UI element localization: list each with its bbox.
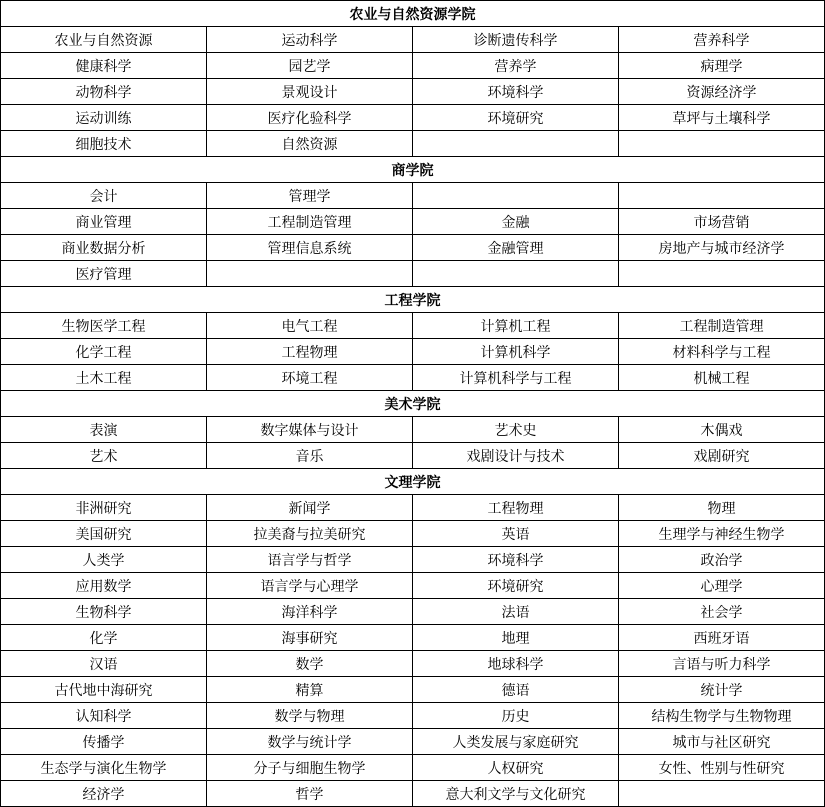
major-cell: 数学与统计学 [207, 729, 413, 755]
major-cell: 计算机科学与工程 [413, 365, 619, 391]
major-cell: 木偶戏 [619, 417, 825, 443]
major-cell: 土木工程 [1, 365, 207, 391]
major-cell: 新闻学 [207, 495, 413, 521]
major-cell: 城市与社区研究 [619, 729, 825, 755]
major-cell: 法语 [413, 599, 619, 625]
major-cell: 病理学 [619, 53, 825, 79]
major-cell: 数字媒体与设计 [207, 417, 413, 443]
major-cell: 艺术 [1, 443, 207, 469]
major-row [1, 573, 825, 599]
major-cell: 环境工程 [207, 365, 413, 391]
major-cell: 音乐 [207, 443, 413, 469]
major-cell: 人权研究 [413, 755, 619, 781]
major-cell: 计算机工程 [413, 313, 619, 339]
major-cell: 细胞技术 [1, 131, 207, 157]
major-cell: 电气工程 [207, 313, 413, 339]
major-cell: 动物科学 [1, 79, 207, 105]
major-cell: 精算 [207, 677, 413, 703]
major-row [1, 183, 825, 209]
major-cell [413, 261, 619, 287]
major-cell: 诊断遗传科学 [413, 27, 619, 53]
major-cell [619, 781, 825, 807]
major-cell: 戏剧设计与技术 [413, 443, 619, 469]
major-cell: 地球科学 [413, 651, 619, 677]
major-cell: 戏剧研究 [619, 443, 825, 469]
major-cell: 应用数学 [1, 573, 207, 599]
college-header-row [1, 1, 825, 27]
major-cell: 工程制造管理 [207, 209, 413, 235]
major-cell: 认知科学 [1, 703, 207, 729]
major-cell [413, 131, 619, 157]
major-cell: 分子与细胞生物学 [207, 755, 413, 781]
major-cell: 言语与听力科学 [619, 651, 825, 677]
major-row [1, 27, 825, 53]
major-cell: 自然资源 [207, 131, 413, 157]
college-header-row [1, 157, 825, 183]
major-cell: 物理 [619, 495, 825, 521]
major-row [1, 79, 825, 105]
major-cell: 农业与自然资源 [1, 27, 207, 53]
major-cell: 人类学 [1, 547, 207, 573]
major-cell: 工程制造管理 [619, 313, 825, 339]
major-cell: 语言学与心理学 [207, 573, 413, 599]
major-cell: 环境科学 [413, 79, 619, 105]
major-row [1, 755, 825, 781]
major-row [1, 495, 825, 521]
college-title: 文理学院 [1, 469, 825, 495]
major-cell: 经济学 [1, 781, 207, 807]
major-cell: 房地产与城市经济学 [619, 235, 825, 261]
major-cell: 数学 [207, 651, 413, 677]
major-cell: 环境科学 [413, 547, 619, 573]
major-cell [619, 183, 825, 209]
major-cell: 医疗管理 [1, 261, 207, 287]
major-cell: 管理信息系统 [207, 235, 413, 261]
major-cell: 社会学 [619, 599, 825, 625]
major-cell: 地理 [413, 625, 619, 651]
major-row [1, 417, 825, 443]
major-cell: 汉语 [1, 651, 207, 677]
major-row [1, 261, 825, 287]
major-cell [619, 261, 825, 287]
major-cell: 工程物理 [207, 339, 413, 365]
major-cell: 金融管理 [413, 235, 619, 261]
major-cell: 人类发展与家庭研究 [413, 729, 619, 755]
major-cell: 市场营销 [619, 209, 825, 235]
major-cell: 政治学 [619, 547, 825, 573]
major-row [1, 781, 825, 807]
major-row [1, 209, 825, 235]
major-cell: 数学与物理 [207, 703, 413, 729]
major-cell: 非洲研究 [1, 495, 207, 521]
major-cell: 草坪与土壤科学 [619, 105, 825, 131]
major-cell: 管理学 [207, 183, 413, 209]
major-cell: 心理学 [619, 573, 825, 599]
major-cell: 会计 [1, 183, 207, 209]
major-cell: 德语 [413, 677, 619, 703]
major-cell: 健康科学 [1, 53, 207, 79]
major-cell: 传播学 [1, 729, 207, 755]
major-cell: 材料科学与工程 [619, 339, 825, 365]
college-title: 农业与自然资源学院 [1, 1, 825, 27]
college-header-row [1, 287, 825, 313]
major-cell: 英语 [413, 521, 619, 547]
major-cell [413, 183, 619, 209]
major-row [1, 339, 825, 365]
major-cell: 统计学 [619, 677, 825, 703]
major-row [1, 703, 825, 729]
majors-table-body [1, 1, 825, 807]
major-row [1, 105, 825, 131]
major-row [1, 131, 825, 157]
major-row [1, 313, 825, 339]
major-cell: 环境研究 [413, 105, 619, 131]
major-cell [619, 131, 825, 157]
major-cell: 景观设计 [207, 79, 413, 105]
major-cell: 哲学 [207, 781, 413, 807]
major-cell: 历史 [413, 703, 619, 729]
major-row [1, 651, 825, 677]
major-cell: 化学工程 [1, 339, 207, 365]
major-row [1, 53, 825, 79]
major-cell: 工程物理 [413, 495, 619, 521]
major-cell: 资源经济学 [619, 79, 825, 105]
major-row [1, 365, 825, 391]
major-row [1, 625, 825, 651]
major-cell: 商业数据分析 [1, 235, 207, 261]
major-cell: 艺术史 [413, 417, 619, 443]
major-cell: 金融 [413, 209, 619, 235]
major-cell: 美国研究 [1, 521, 207, 547]
major-cell: 古代地中海研究 [1, 677, 207, 703]
major-cell: 计算机科学 [413, 339, 619, 365]
major-cell: 结构生物学与生物物理 [619, 703, 825, 729]
major-cell: 环境研究 [413, 573, 619, 599]
major-cell: 运动训练 [1, 105, 207, 131]
major-row [1, 599, 825, 625]
major-cell: 语言学与哲学 [207, 547, 413, 573]
major-row [1, 443, 825, 469]
major-cell: 机械工程 [619, 365, 825, 391]
college-title: 美术学院 [1, 391, 825, 417]
major-cell: 化学 [1, 625, 207, 651]
major-cell: 生态学与演化生物学 [1, 755, 207, 781]
major-cell: 商业管理 [1, 209, 207, 235]
college-title: 商学院 [1, 157, 825, 183]
major-cell: 营养学 [413, 53, 619, 79]
major-cell: 女性、性别与性研究 [619, 755, 825, 781]
major-cell: 医疗化验科学 [207, 105, 413, 131]
major-cell: 意大利文学与文化研究 [413, 781, 619, 807]
major-cell: 运动科学 [207, 27, 413, 53]
major-cell: 生物科学 [1, 599, 207, 625]
major-row [1, 677, 825, 703]
college-header-row [1, 469, 825, 495]
college-title: 工程学院 [1, 287, 825, 313]
major-cell: 表演 [1, 417, 207, 443]
major-cell: 生物医学工程 [1, 313, 207, 339]
major-row [1, 729, 825, 755]
major-cell: 拉美裔与拉美研究 [207, 521, 413, 547]
major-cell: 营养科学 [619, 27, 825, 53]
major-cell: 海事研究 [207, 625, 413, 651]
major-row [1, 547, 825, 573]
major-row [1, 235, 825, 261]
major-cell: 西班牙语 [619, 625, 825, 651]
major-row [1, 521, 825, 547]
major-cell: 园艺学 [207, 53, 413, 79]
major-cell [207, 261, 413, 287]
college-header-row [1, 391, 825, 417]
major-cell: 生理学与神经生物学 [619, 521, 825, 547]
major-cell: 海洋科学 [207, 599, 413, 625]
